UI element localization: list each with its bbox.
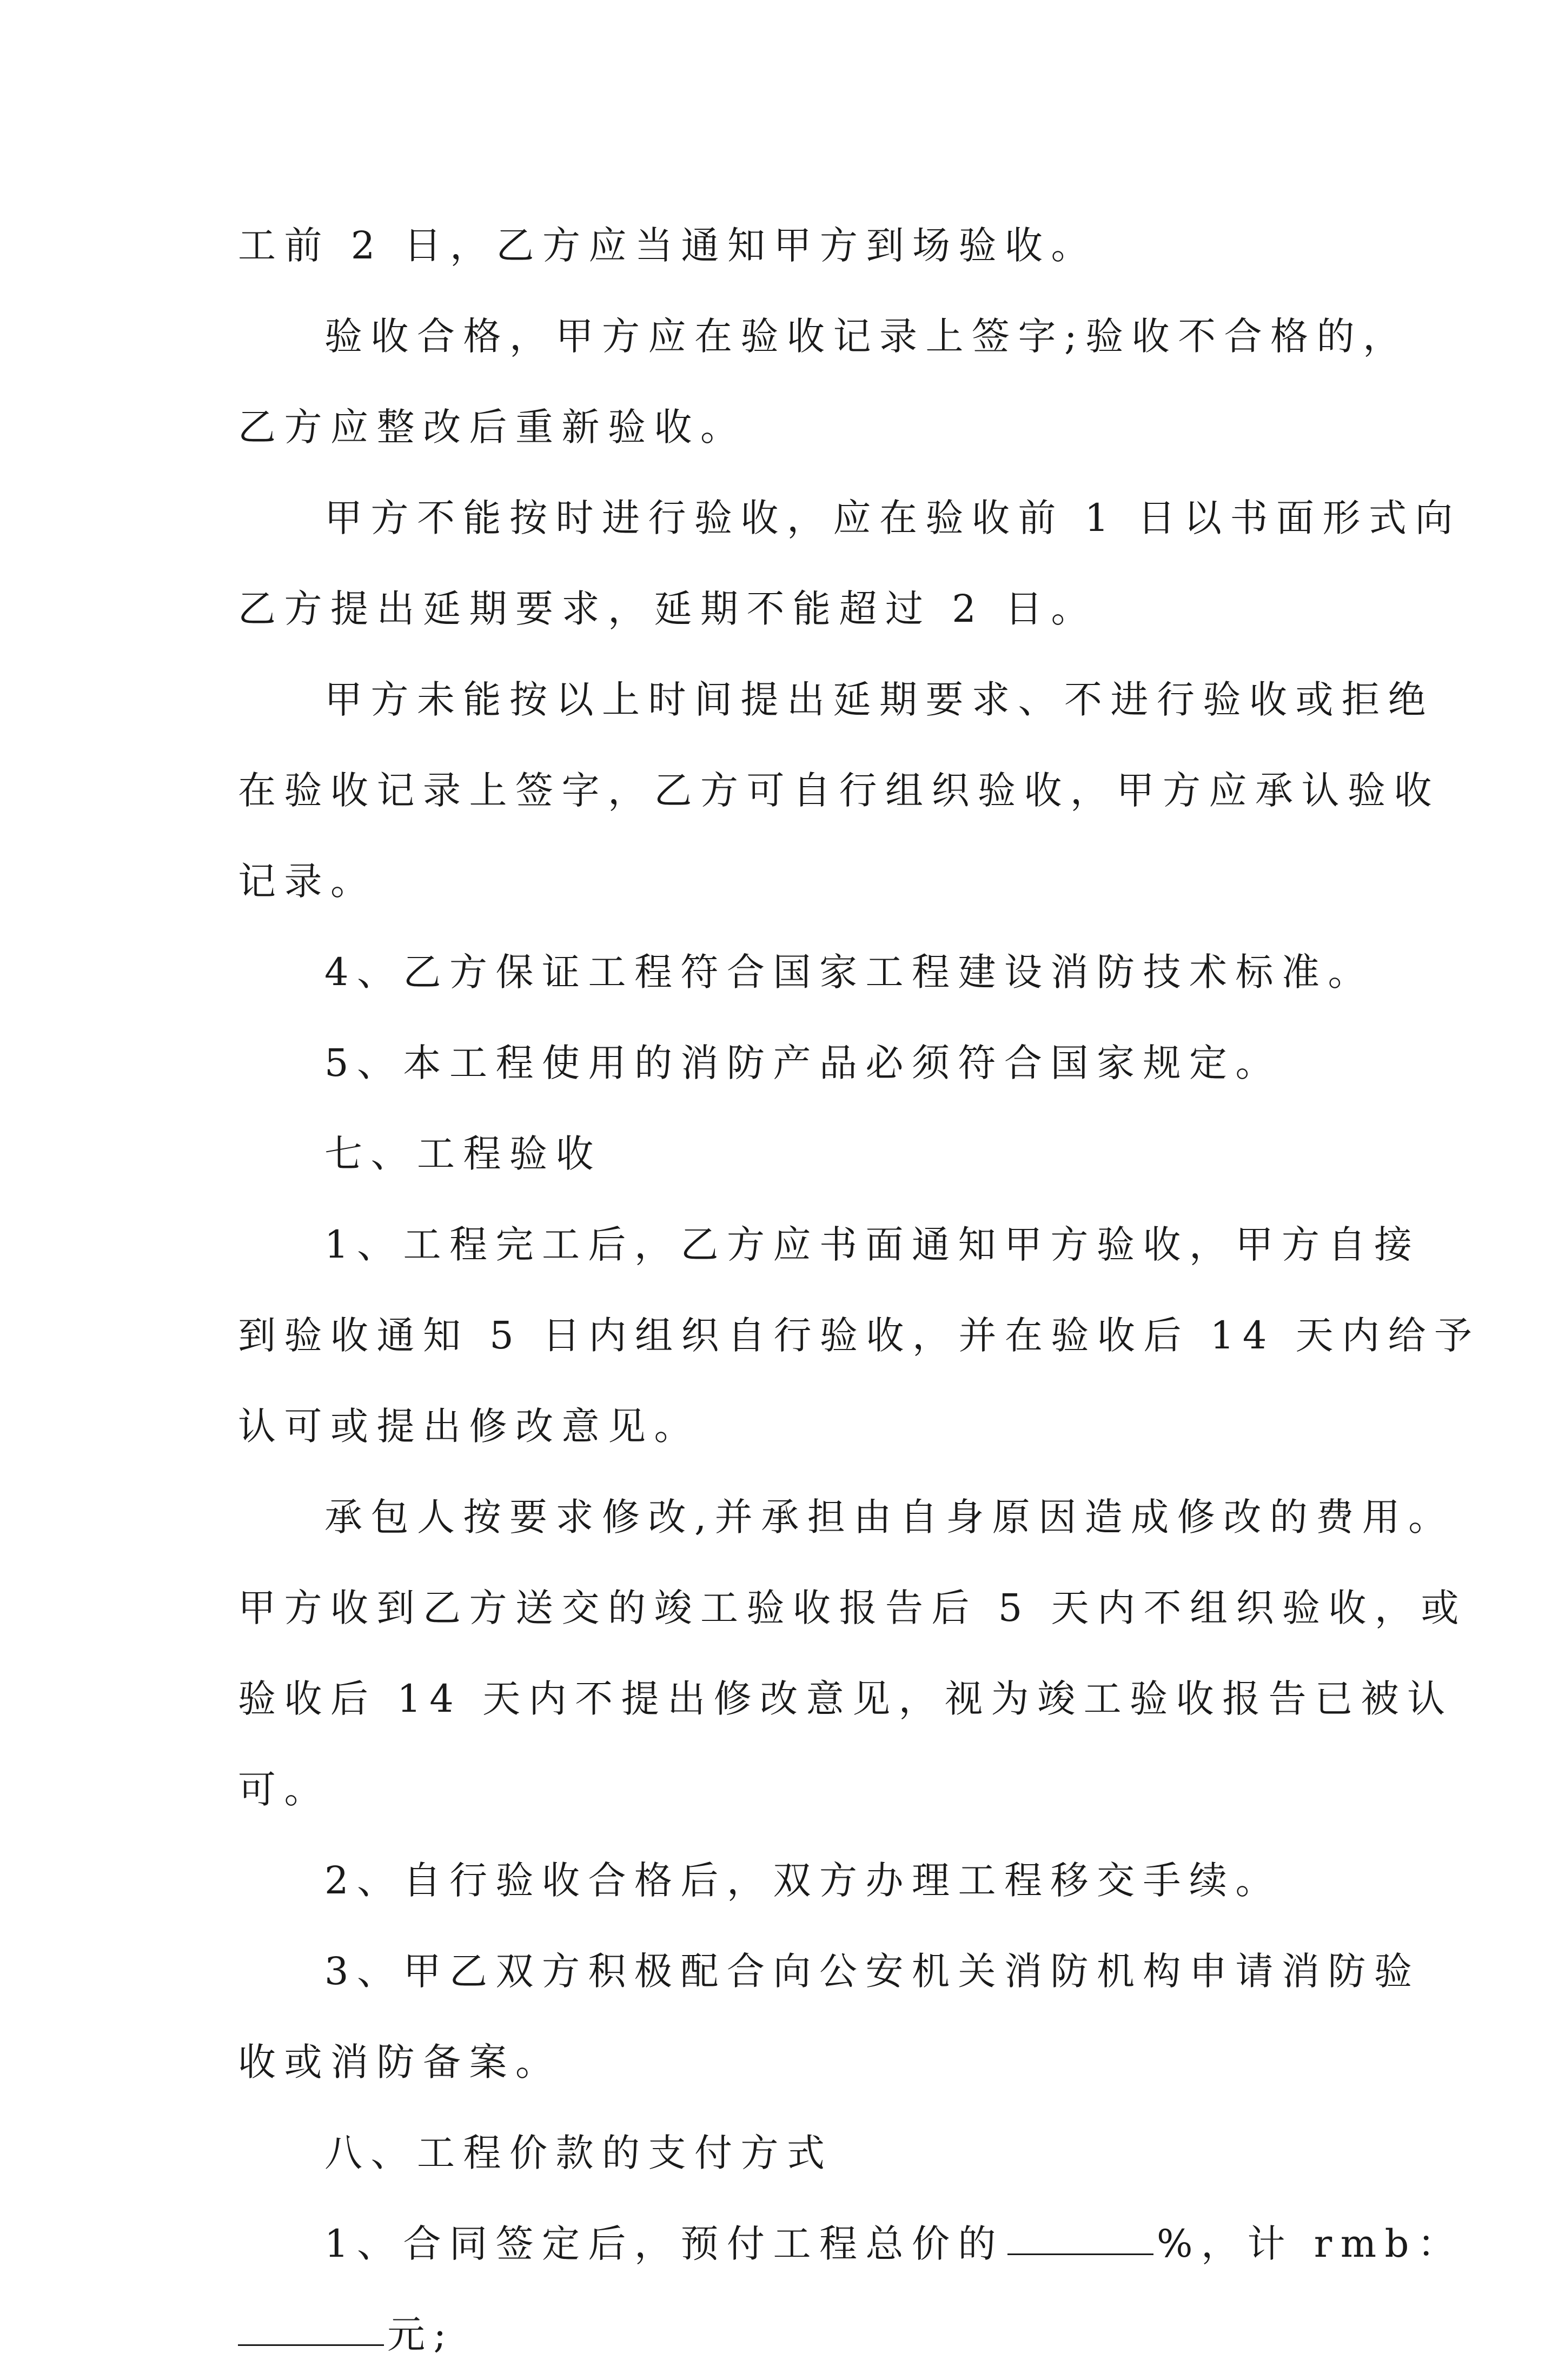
- text-line: 验收合格，甲方应在验收记录上签字;验收不合格的，: [324, 314, 1409, 358]
- paragraph-acceptance-pass: [238, 291, 1409, 473]
- text-line: 乙方应整改后重新验收。: [238, 405, 747, 449]
- text-line: 1、工程完工后，乙方应书面通知甲方验收，甲方自接: [324, 1222, 1421, 1267]
- text-line: 甲方未能按以上时间提出延期要求、不进行验收或拒绝: [324, 677, 1434, 722]
- text-line: 验收后 14 天内不提出修改意见，视为竣工验收报告已被认: [238, 1677, 1454, 1721]
- text-line: [238, 2198, 1464, 2289]
- paragraph-7-1: [238, 1199, 1481, 1472]
- payment-prefix: 1、合同签定后，预付工程总价的: [324, 2222, 1005, 2266]
- text-line: 八、工程价款的支付方式: [324, 2131, 833, 2175]
- text-line: 3、甲乙双方积极配合向公安机关消防机构申请消防验: [324, 1949, 1421, 1993]
- paragraph-self-acceptance: [238, 654, 1440, 927]
- text-line: 可。: [238, 1767, 330, 1812]
- text-line: 收或消防备案。: [238, 2040, 562, 2084]
- text-line: 5、本工程使用的消防产品必须符合国家规定。: [324, 1041, 1282, 1085]
- text-line: 在验收记录上签字，乙方可自行组织验收，甲方应承认验收: [238, 768, 1440, 813]
- paragraph-8-1-payment: [238, 2198, 1464, 2380]
- document-page: [238, 200, 1481, 2380]
- paragraph-7-3: [238, 1926, 1421, 2108]
- payment-suffix: 元;: [387, 2312, 455, 2357]
- text-line: 七、工程验收: [324, 1132, 602, 1176]
- text-line: 到验收通知 5 日内组织自行验收，并在验收后 14 天内给予: [238, 1313, 1481, 1358]
- paragraph-item-4: [238, 927, 1375, 1018]
- section-heading-8: [238, 2108, 1347, 2198]
- text-line: 承包人按要求修改,并承担由自身原因造成修改的费用。: [324, 1495, 1455, 1539]
- text-line: 甲方收到乙方送交的竣工验收报告后 5 天内不组织验收，或: [238, 1586, 1468, 1630]
- text-line: 记录。: [238, 859, 377, 903]
- section-heading-7: [238, 1108, 1347, 1199]
- blank-percent-field[interactable]: [1007, 2253, 1153, 2255]
- paragraph-contractor-modify: [238, 1472, 1468, 1835]
- text-line: 甲方不能按时进行验收，应在验收前 1 日以书面形式向: [324, 496, 1462, 540]
- payment-mid: %，计 rmb：: [1157, 2222, 1464, 2266]
- paragraph-7-2: [238, 1835, 1347, 1926]
- paragraph-item-5: [238, 1018, 1347, 1108]
- text-line: 2、自行验收合格后，双方办理工程移交手续。: [324, 1858, 1282, 1903]
- text-line: 4、乙方保证工程符合国家工程建设消防技术标准。: [324, 950, 1375, 994]
- paragraph-delay-request: [238, 473, 1462, 654]
- blank-amount-field[interactable]: [238, 2344, 384, 2346]
- text-line: 认可或提出修改意见。: [238, 1404, 700, 1448]
- text-line: [238, 2289, 1347, 2380]
- text-line: 工前 2 日，乙方应当通知甲方到场验收。: [238, 223, 1098, 268]
- text-line: 乙方提出延期要求，延期不能超过 2 日。: [238, 587, 1098, 631]
- paragraph-acceptance-notice: [238, 200, 1347, 291]
